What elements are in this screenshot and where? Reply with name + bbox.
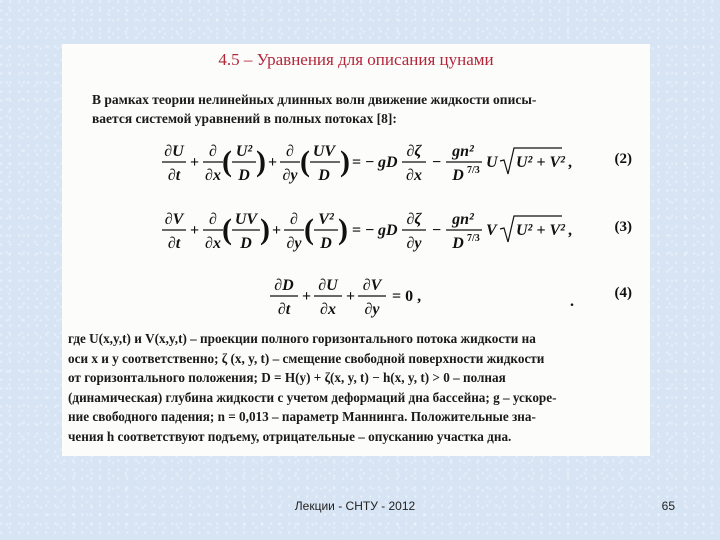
slide-title: 4.5 – Уравнения для описания цунами bbox=[218, 50, 494, 69]
svg-text:−: − bbox=[432, 222, 442, 239]
svg-text:D: D bbox=[320, 235, 332, 252]
svg-text:∂V: ∂V bbox=[164, 211, 184, 228]
svg-text:): ) bbox=[338, 213, 348, 246]
svg-text:U² + V²: U² + V² bbox=[516, 222, 565, 239]
equation-number: (2) bbox=[614, 151, 632, 167]
svg-text:7/3: 7/3 bbox=[467, 165, 480, 176]
svg-text:U² + V²: U² + V² bbox=[516, 154, 565, 171]
svg-text:): ) bbox=[260, 213, 270, 246]
equation-number: (4) bbox=[614, 285, 632, 301]
svg-text:gD: gD bbox=[378, 154, 398, 171]
svg-text:UV: UV bbox=[312, 143, 336, 160]
svg-text:∂x: ∂x bbox=[205, 167, 221, 184]
svg-text:V²: V² bbox=[318, 211, 334, 228]
explanation-paragraph bbox=[68, 329, 638, 446]
svg-text:): ) bbox=[340, 145, 350, 178]
svg-text:D: D bbox=[238, 167, 250, 184]
svg-text:∂x: ∂x bbox=[320, 301, 336, 318]
intro-paragraph bbox=[92, 90, 636, 128]
svg-text:(: ( bbox=[222, 213, 232, 246]
svg-text:D: D bbox=[240, 235, 252, 252]
svg-text:,: , bbox=[568, 222, 572, 239]
svg-text:∂U: ∂U bbox=[318, 277, 338, 294]
svg-text:.: . bbox=[570, 293, 574, 310]
explanation-line: от горизонтального положения; D = H(y) + ζ(x, y, t) − h(x, y, t) > 0 – полная bbox=[68, 370, 506, 385]
equation-4 bbox=[62, 270, 650, 322]
svg-text:+: + bbox=[190, 222, 200, 239]
explanation-line: оси x и y соответственно; ζ (x, y, t) – смещение свободной поверхности жидкости bbox=[68, 350, 545, 366]
svg-text:+: + bbox=[272, 222, 282, 239]
svg-text:7/3: 7/3 bbox=[467, 233, 480, 244]
svg-text:∂: ∂ bbox=[209, 211, 217, 228]
svg-text:= −: = − bbox=[352, 154, 375, 171]
svg-text:D: D bbox=[318, 167, 330, 184]
svg-text:−: − bbox=[432, 154, 442, 171]
svg-text:∂t: ∂t bbox=[167, 167, 181, 184]
equation-number: (3) bbox=[614, 219, 632, 235]
svg-text:∂x: ∂x bbox=[205, 235, 221, 252]
explanation-line: где U(x,y,t) и V(x,y,t) – проекции полного горизонтального потока жидкости на bbox=[68, 331, 536, 346]
svg-text:gn²: gn² bbox=[452, 143, 474, 160]
svg-text:D: D bbox=[452, 235, 464, 252]
svg-text:∂: ∂ bbox=[286, 143, 294, 160]
svg-text:∂y: ∂y bbox=[282, 167, 298, 184]
svg-text:+: + bbox=[268, 154, 278, 171]
svg-text:(: ( bbox=[300, 145, 310, 178]
intro-line: В рамках теории нелинейных длинных волн движение жидкости описы- bbox=[92, 92, 537, 107]
page-number: 65 bbox=[661, 499, 675, 513]
explanation-line: чения h соответствуют подъему, отрицательные – опусканию участка дна. bbox=[68, 428, 512, 444]
svg-text:(: ( bbox=[222, 145, 232, 178]
svg-text:∂U: ∂U bbox=[164, 143, 184, 160]
svg-text:+: + bbox=[302, 288, 312, 305]
svg-text:+: + bbox=[190, 154, 200, 171]
svg-text:= −: = − bbox=[352, 222, 375, 239]
svg-text:∂t: ∂t bbox=[167, 235, 181, 252]
intro-line: вается системой уравнений в полных потоках [8]: bbox=[92, 111, 397, 126]
svg-text:∂y: ∂y bbox=[406, 235, 422, 252]
svg-text:∂ζ: ∂ζ bbox=[406, 211, 422, 228]
svg-text:+: + bbox=[346, 288, 356, 305]
svg-text:D: D bbox=[452, 167, 464, 184]
svg-text:U²: U² bbox=[235, 143, 253, 160]
svg-text:(: ( bbox=[304, 213, 314, 246]
svg-text:∂D: ∂D bbox=[274, 277, 294, 294]
explanation-line: ние свободного падения; n = 0,013 – параметр Маннинга. Положительные зна- bbox=[68, 409, 536, 424]
svg-text:∂x: ∂x bbox=[406, 167, 422, 184]
slide-content-image bbox=[62, 44, 650, 456]
svg-text:∂ζ: ∂ζ bbox=[406, 143, 422, 160]
svg-text:∂y: ∂y bbox=[286, 235, 302, 252]
svg-text:U: U bbox=[486, 154, 498, 171]
svg-text:gD: gD bbox=[378, 222, 398, 239]
footer-text: Лекции - СНТУ - 2012 bbox=[294, 499, 416, 513]
svg-text:∂y: ∂y bbox=[364, 301, 380, 318]
svg-text:V: V bbox=[486, 222, 497, 239]
svg-text:∂t: ∂t bbox=[277, 301, 291, 318]
explanation-line: (динамическая) глубина жидкости с учетом деформаций дна бассейна; g – ускоре- bbox=[68, 389, 557, 405]
svg-text:∂V: ∂V bbox=[362, 277, 382, 294]
svg-text:= 0 ,: = 0 , bbox=[392, 288, 422, 305]
svg-text:): ) bbox=[256, 145, 266, 178]
svg-text:,: , bbox=[568, 154, 572, 171]
svg-text:∂: ∂ bbox=[209, 143, 217, 160]
equation-2 bbox=[62, 136, 650, 188]
equation-3 bbox=[62, 204, 650, 256]
svg-text:UV: UV bbox=[234, 211, 258, 228]
svg-text:∂: ∂ bbox=[290, 211, 298, 228]
svg-text:gn²: gn² bbox=[452, 211, 474, 228]
